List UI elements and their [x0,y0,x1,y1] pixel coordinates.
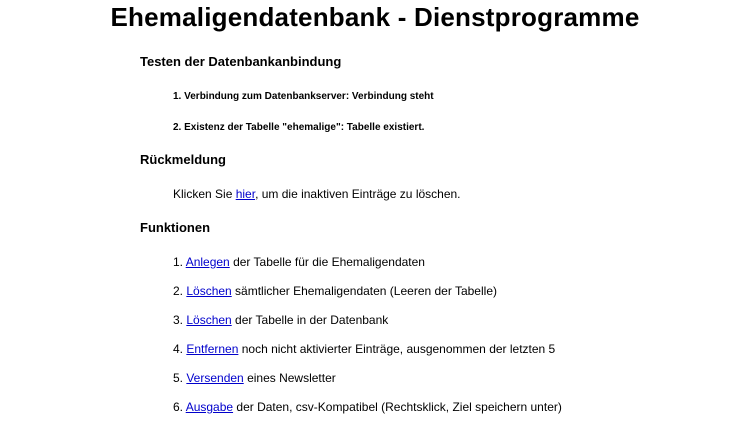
function-item-export-csv [173,400,562,414]
function-item-clear-data [173,284,497,298]
function-number: 1. [173,255,186,269]
function-description: sämtlicher Ehemaligendaten (Leeren der Tabelle) [231,284,497,298]
send-newsletter-link[interactable]: Versenden [186,371,244,385]
function-number: 4. [173,342,187,356]
function-description: der Daten, csv-Kompatibel (Rechtsklick, Ziel speichern unter) [233,400,562,414]
function-item-send-newsletter [173,371,336,385]
function-description: der Tabelle in der Datenbank [231,313,389,327]
function-description: noch nicht aktivierter Einträge, ausgenommen der letzten 5 [238,342,556,356]
check-table-exists: 2. Existenz der Tabelle "ehemalige": Tabelle existiert. [173,122,425,133]
drop-table-link[interactable]: Löschen [186,313,232,327]
function-item-drop-table [173,313,388,327]
section-heading-connection-test: Testen der Datenbankanbindung [140,54,342,69]
function-description: der Tabelle für die Ehemaligendaten [229,255,425,269]
export-csv-link[interactable]: Ausgabe [185,400,234,414]
delete-inactive-link[interactable]: hier [235,187,256,201]
function-description: eines Newsletter [243,371,336,385]
function-number: 5. [173,371,187,385]
feedback-suffix: , um die inaktiven Einträge zu löschen. [255,187,461,201]
section-heading-feedback: Rückmeldung [140,152,226,167]
page-title: Ehemaligendatenbank - Dienstprogramme [110,2,640,32]
function-item-remove-inactive [173,342,555,356]
remove-inactive-link[interactable]: Entfernen [186,342,239,356]
function-number: 6. [173,400,186,414]
create-table-link[interactable]: Anlegen [185,255,230,269]
function-item-create-table [173,255,425,269]
feedback-message [173,187,461,201]
check-server-connection: 1. Verbindung zum Datenbankserver: Verbindung steht [173,91,434,102]
clear-data-link[interactable]: Löschen [186,284,232,298]
section-heading-functions: Funktionen [140,220,211,235]
function-number: 3. [173,313,187,327]
function-number: 2. [173,284,187,298]
feedback-prefix: Klicken Sie [173,187,236,201]
